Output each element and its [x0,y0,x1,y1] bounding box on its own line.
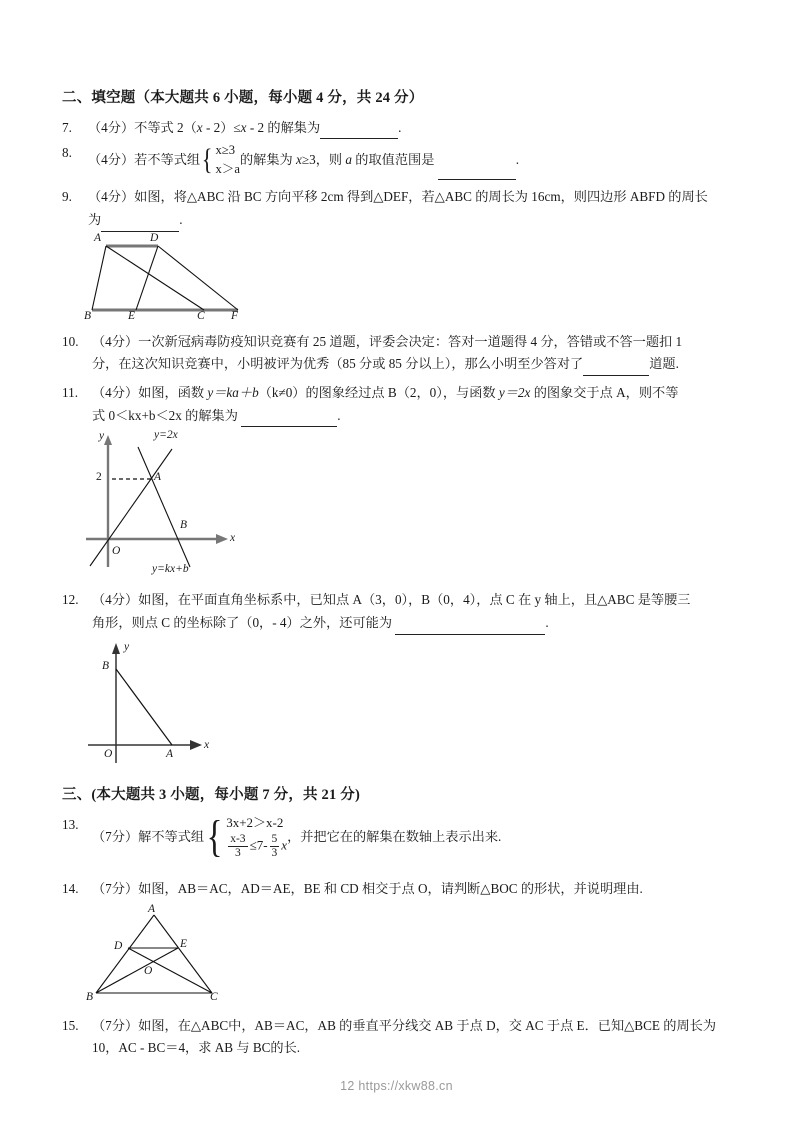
question-8-period: . [515,152,520,168]
translated-triangle-svg [80,231,280,322]
question-8-text-mid: 的解集为 [239,152,297,168]
figure-11-label-line-y2x: y=2x [154,429,178,442]
question-11-equation-1: y＝kɑ＋b [207,385,259,401]
figure-14-label-A: A [148,902,156,915]
question-15 [62,1015,734,1060]
question-13-row-1: 3x+2＞x-2 [226,814,284,830]
question-7-number: 7. [62,119,72,135]
question-13-fraction-right [270,833,280,860]
question-11-number: 11. [62,385,78,401]
question-14-text: 如图，AB＝AC，AD＝AE，BE 和 CD 相交于点 O，请判断△BOC 的形状，并说明理由. [138,880,643,896]
question-8-system-rows [216,141,240,179]
question-14-figure [84,902,254,1005]
question-11-answer-blank[interactable] [241,413,337,428]
question-7-body [62,117,734,140]
question-8-points: （4分） [88,152,135,168]
figure-12-label-B: B [102,659,110,672]
figure-9-label-C: C [197,309,205,322]
question-15-number: 15. [62,1017,79,1033]
question-13-fraction-right-denominator: 3 [271,847,278,860]
question-8-number: 8. [62,145,72,161]
question-7-text-before: 不等式 2（ [134,119,197,135]
question-10-number: 10. [62,333,79,349]
question-13 [62,814,734,862]
question-11-figure [84,431,314,581]
figure-14-label-C: C [210,990,218,1003]
question-8-row-1: x≥3 [215,143,236,158]
question-11-line-1a: 如图，函数 [138,385,208,401]
question-7-var-1: x [196,119,203,135]
figure-14-label-O: O [144,964,153,977]
question-13-points: （7分） [92,828,139,844]
question-8-var-2: a [345,152,352,168]
question-9-points: （4分） [88,189,135,205]
question-12-number: 12. [62,592,79,608]
question-9-text-line2: 为 [88,211,102,227]
question-8-inequality-system [200,141,240,179]
figure-12-label-x-axis: x [204,738,210,751]
figure-12-label-A: A [166,747,174,760]
question-12-period: . [545,615,549,631]
question-11-line-1c: 的图象交于点 A，则不等 [530,385,679,401]
question-10-line-2b: 道题. [649,356,679,372]
question-14 [62,878,734,901]
question-9-body [62,186,734,231]
figure-14-label-B: B [86,990,94,1003]
figure-11-label-y-axis: y [99,430,105,443]
question-12 [62,589,734,634]
question-14-body [62,878,734,901]
question-11-line-1b: （k≠0）的图象经过点 B（2，0），与函数 [258,385,499,401]
figure-12-label-y-axis: y [124,640,130,653]
question-8 [62,142,734,180]
question-10 [62,331,734,376]
question-15-line-2: 10，AC - BC＝4，求 AB 与 BC的长. [92,1040,301,1056]
question-7-answer-blank[interactable] [320,125,398,140]
figure-11-label-x-axis: x [230,532,236,545]
figure-11-label-B: B [180,519,188,532]
section-heading-section-three: 三、(本大题共 3 小题，每小题 7 分，共 21 分) [62,786,361,803]
question-8-text-after: 的取值范围是 [352,152,435,168]
question-11-points: （4分） [92,385,139,401]
question-14-points: （7分） [92,880,139,896]
question-13-inequality-system [204,813,287,861]
question-13-number: 13. [62,816,79,832]
question-11-equation-2: y＝2x [498,385,531,401]
question-13-text-before: 解不等式组 [138,828,205,844]
question-15-line-1: 如图，在△ABC中，AB＝AC，AB 的垂直平分线交 AB 于点 D，交 AC 于点 E．已知△BCE 的周长为 [138,1017,717,1033]
figure-12-label-origin: O [104,747,113,760]
question-13-row-2 [226,833,287,860]
question-9-text: 如图，将△ABC 沿 BC 方向平移 2cm 得到△DEF，若△ABC 的周长为 16cm，则四边形 ABFD 的周长 [134,189,708,205]
question-9-figure [80,231,280,322]
question-13-body [62,814,734,862]
figure-14-label-D: D [114,939,123,952]
question-13-row-2-tail: x [281,838,288,854]
question-13-fraction-left-denominator: 3 [235,847,241,860]
question-12-figure [84,641,264,771]
question-7-period: . [398,119,402,135]
question-8-row-2: x＞a [215,162,240,177]
question-7-text-after: - 2 的解集为 [246,119,321,135]
question-11 [62,382,734,427]
question-10-line-2a: 分，在这次知识竞赛中，小明被评为优秀（85 分或 85 分以上），那么小明至少答对了 [92,356,584,372]
question-13-relation: ≤7- [249,838,268,854]
figure-11-label-A: A [154,471,162,484]
question-11-line-2a: 式 0＜kx+b＜2x 的解集为 [92,407,238,423]
page-content [62,88,734,1061]
isosceles-intersect-svg [84,902,254,1005]
question-7-text-mid: - 2）≤ [202,119,241,135]
section-heading-fill-in-blank: 二、填空题（本大题共 6 小题，每小题 4 分，共 24 分） [62,90,424,106]
figure-11-tick-2: 2 [96,471,102,484]
question-12-answer-blank[interactable] [395,620,545,635]
figure-9-label-A: A [94,231,102,244]
question-15-points: （7分） [92,1017,139,1033]
question-8-text-before: 若不等式组 [134,152,201,168]
question-13-fraction-right-numerator: 5 [270,833,280,847]
question-9-number: 9. [62,189,72,205]
question-7-var-2: x [240,119,247,135]
question-8-body [62,142,734,180]
question-14-number: 14. [62,880,79,896]
question-12-line-2a: 角形，则点 C 的坐标除了（0，- 4）之外，还可能为 [92,615,393,631]
linear-functions-graph-svg [84,431,314,581]
question-7 [62,117,734,140]
question-9-answer-blank[interactable] [101,217,179,232]
left-brace-icon: { [206,812,223,862]
left-brace-icon: { [201,143,213,177]
question-10-body [62,331,734,376]
figure-11-label-origin: O [112,545,121,558]
question-8-text-mid-2: ≥3，则 [301,152,346,168]
figure-9-label-B: B [84,309,92,322]
question-12-points: （4分） [92,592,139,608]
footer-watermark: 12 https://xkw88.cn [340,1079,453,1093]
question-13-fraction-left-numerator: x-3 [228,833,247,847]
question-7-points: （4分） [88,119,135,135]
figure-9-label-E: E [128,309,136,322]
question-10-points: （4分） [92,333,139,349]
figure-9-label-F: F [231,309,239,322]
question-12-body [62,589,734,634]
question-9 [62,186,734,231]
question-13-text-after: ，并把它在的解集在数轴上表示出来. [287,828,502,844]
figure-9-label-D: D [150,231,159,244]
figure-11-label-line-kxb: y=kx+b [152,563,189,576]
question-10-answer-blank[interactable] [583,361,649,376]
question-11-period: . [337,407,341,423]
question-9-period: . [179,211,183,227]
question-8-answer-blank[interactable] [438,165,516,180]
question-11-body [62,382,734,427]
question-15-body [62,1015,734,1060]
question-12-line-1: 如图，在平面直角坐标系中，已知点 A（3，0），B（0，4），点 C 在 y 轴上，且△ABC 是等腰三 [138,592,691,608]
figure-14-label-E: E [180,937,188,950]
question-13-fraction-left [228,833,247,860]
question-8-var-1: x [296,152,302,168]
question-13-system-rows [226,813,287,861]
question-10-line-1: 一次新冠病毒防疫知识竞赛有 25 道题，评委会决定：答对一道题得 4 分，答错或不答一题扣 1 [138,333,683,349]
